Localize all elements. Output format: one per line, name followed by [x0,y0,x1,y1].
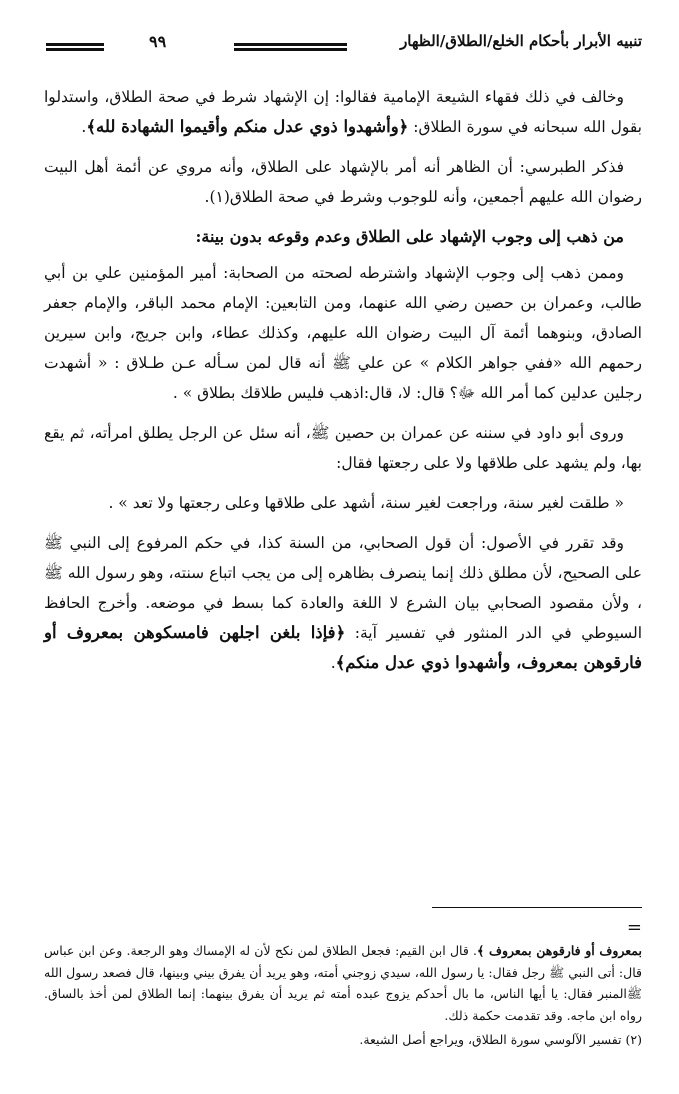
footnote-divider [432,907,642,908]
paragraph-6 [44,528,642,678]
paragraph-3: وممن ذهب إلى وجوب الإشهاد واشترطه لصحته من الصحابة: أمير المؤمنين علي بن أبي طالب، وعمران بن حصين رضي الله عنهما، ومن التابعين: الإمام محمد الباقر، والإمام جعفر الصادق، وبنوهما أئمة آل البيت رضوان الله عليهم، وكذلك عطاء، وابن جريج، وابن سيرين رحمهم الله «ففي جواهر الكلام » عن علي ﷺ أنه قال لمن سـأله عـن طـلاق : « أشهدت رجلين عدلين كما أمر الله ﷻ؟ قال: لا، قال:اذهب فليس طلاقك بطلاق » . [44,264,642,402]
header-rule-short [46,43,104,51]
footnote-continuation-mark: = [626,917,642,938]
paragraph-2: فذكر الطبرسي: أن الظاهر أنه أمر بالإشهاد على الطلاق، وأنه مروي عن أئمة أهل البيت رضوان الله عليهم أجمعين، وأنه للوجوب وشرط في صحة الطلاق(١). [44,158,642,206]
paragraph-6-text: وقد تقرر في الأصول: أن قول الصحابي، من السنة كذا، في حكم المرفوع إلى النبي ﷺ على الصحيح، لأن مطلق ذلك إنما ينصرف بظاهره إلى من يجب اتباع سنته، وهو رسول الله ﷺ ، ولأن مقصود الصحابي بيان الشرع لا اللغة والعادة كما بسط في موضعه. وأخرج الحافظ السيوطي في الدر المنثور في تفسير آية: [44,534,642,642]
page-number: ٩٩ [149,32,167,51]
main-text [44,82,642,688]
running-title: تنبيه الأبرار بأحكام الخلع/الطلاق/الظهار [400,32,642,50]
section-heading: من ذهب إلى وجوب الإشهاد على الطلاق وعدم وقوعه بدون بينة: [195,227,624,246]
quran-quote-1: ﴿وأشهدوا ذوي عدل منكم وأقيموا الشهادة لله﴾ [86,117,409,136]
paragraph-6-end: . [330,654,336,672]
paragraph-1-text: وخالف في ذلك فقهاء الشيعة الإمامية فقالوا: إن الإشهاد شرط في صحة الطلاق، واستدلوا بقول الله سبحانه في سورة الطلاق: [44,88,642,136]
header-rule-long [234,43,347,51]
footnote-1-quote: بمعروف أو فارقوهن بمعروف ﴾ [477,943,643,958]
page-header [44,32,642,62]
quran-quote-2: ﴿فإذا بلغن اجلهن فامسكوهن بمعروف أو فارقوهن بمعروف، وأشهدوا ذوي عدل منكم﴾ [44,623,642,672]
footnotes [44,940,642,1051]
paragraph-1 [44,82,642,142]
paragraph-1-end: . [81,118,87,136]
paragraph-5: « طلقت لغير سنة، وراجعت لغير سنة، أشهد على طلاقها وعلى رجعتها ولا تعد » . [108,494,624,512]
paragraph-4: وروى أبو داود في سننه عن عمران بن حصين ﷺ، أنه سئل عن الرجل يطلق امرأته، ثم يقع بها، ولم يشهد على طلاقها ولا على رجعتها فقال: [44,424,642,472]
footnote-1-text: . قال ابن القيم: فجعل الطلاق لمن نكح لأن له الإمساك وهو الرجعة. وعن ابن عباس قال: أتى النبي ﷺ رجل فقال: يا رسول الله، سيدي زوجني أمته، وهو يريد أن يفرق بيني وبينها، قال فصعد رسول الله ﷺالمنبر فقال: يا أيها الناس، ما بال أحدكم يزوج عبده أمته ثم يريد أن يفرق بينهما: إنما الطلاق لمن أخذ بالساق. رواه ابن ماجه. وقد تقدمت حكمة ذلك. [44,943,642,1023]
footnote-2: (٢) تفسير الآلوسي سورة الطلاق، ويراجع أصل الشيعة. [359,1032,642,1047]
footnote-1 [44,940,642,1026]
